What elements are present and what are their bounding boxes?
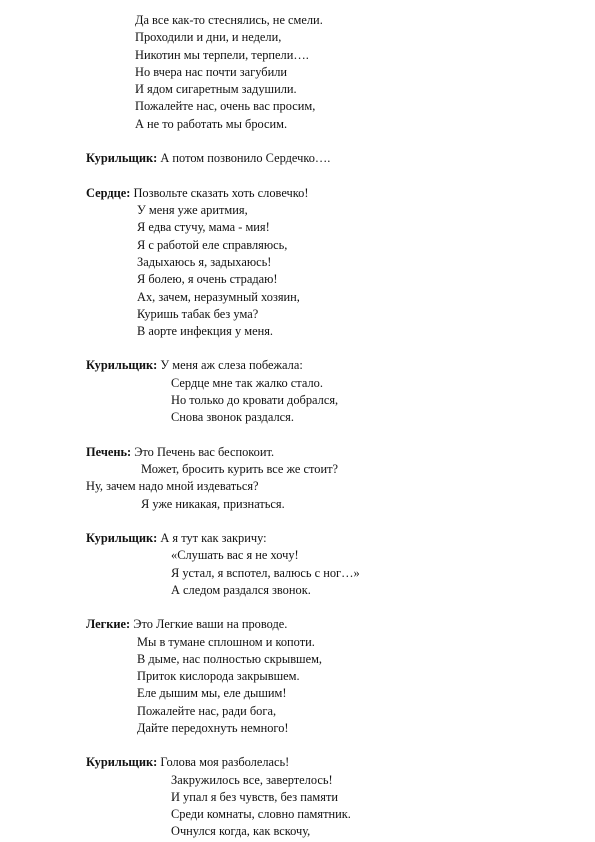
- text-line: [86, 478, 259, 494]
- text-line: [137, 202, 248, 218]
- text-line: [171, 582, 311, 598]
- line-text: И ядом сигаретным задушили.: [135, 82, 297, 96]
- line-text: Ну, зачем надо мной издеваться?: [86, 479, 259, 493]
- line-text: Проходили и дни, и недели,: [135, 30, 282, 44]
- line-text: Может, бросить курить все же стоит?: [141, 462, 339, 476]
- speaker-label: Курильщик:: [86, 531, 158, 545]
- speaker-label: Курильщик:: [86, 755, 158, 769]
- line-text: Мы в тумане сплошном и копоти.: [137, 635, 315, 649]
- line-text: Но только до кровати добрался,: [171, 393, 339, 407]
- text-line: [137, 237, 287, 253]
- text-line: [171, 375, 323, 391]
- text-line: [141, 461, 338, 477]
- text-line: [171, 789, 338, 805]
- line-text: Я устал, я вспотел, валюсь с ног…»: [171, 566, 360, 580]
- speaker-label: Легкие:: [86, 617, 131, 631]
- text-line: [137, 306, 258, 322]
- speaker-label: Печень:: [86, 445, 132, 459]
- line-text: У меня аж слеза побежала:: [157, 358, 303, 372]
- text-line: [137, 254, 271, 270]
- line-text: Пожалейте нас, очень вас просим,: [135, 99, 316, 113]
- line-text: Это Легкие ваши на проводе.: [130, 617, 288, 631]
- line-text: Куришь табак без ума?: [137, 307, 259, 321]
- text-line: [141, 496, 285, 512]
- line-text: А я тут как закричу:: [157, 531, 267, 545]
- text-line: [137, 668, 300, 684]
- text-line: [137, 703, 276, 719]
- text-line: [137, 685, 287, 701]
- text-line: [171, 806, 351, 822]
- text-line: [137, 219, 270, 235]
- text-line: [171, 565, 360, 581]
- text-line: [137, 271, 278, 287]
- text-line: [137, 651, 322, 667]
- line-text: У меня уже аритмия,: [137, 203, 248, 217]
- line-text: Никотин мы терпели, терпели….: [135, 48, 309, 62]
- text-line: [135, 47, 309, 63]
- line-text: Голова моя разболелась!: [157, 755, 290, 769]
- line-text: Пожалейте нас, ради бога,: [137, 704, 277, 718]
- speaker-label: Курильщик:: [86, 358, 158, 372]
- text-line: [135, 98, 315, 114]
- dialogue-line: [86, 754, 289, 770]
- line-text: И упал я без чувств, без памяти: [171, 790, 339, 804]
- line-text: А следом раздался звонок.: [171, 583, 311, 597]
- text-line: [137, 634, 315, 650]
- line-text: А не то работать мы бросим.: [135, 117, 288, 131]
- text-line: [135, 64, 287, 80]
- line-text: Приток кислорода закрывшем.: [137, 669, 300, 683]
- line-text: Я уже никакая, признаться.: [141, 497, 285, 511]
- line-text: Я с работой еле справляюсь,: [137, 238, 288, 252]
- text-line: [137, 289, 300, 305]
- line-text: Да все как-то стеснялись, не смели.: [135, 13, 323, 27]
- line-text: Позвольте сказать хоть словечко!: [130, 186, 309, 200]
- dialogue-line: [86, 444, 274, 460]
- text-line: [135, 12, 323, 28]
- line-text: Очнулся когда, как вскочу,: [171, 824, 311, 838]
- text-line: [137, 323, 273, 339]
- text-line: [171, 823, 310, 839]
- text-line: [137, 720, 289, 736]
- text-line: [171, 392, 338, 408]
- speaker-label: Сердце:: [86, 186, 131, 200]
- dialogue-line: [86, 150, 330, 166]
- line-text: Я едва стучу, мама - мия!: [137, 220, 270, 234]
- dialogue-line: [86, 530, 267, 546]
- line-text: Снова звонок раздался.: [171, 410, 294, 424]
- line-text: Сердце мне так жалко стало.: [171, 376, 323, 390]
- line-text: Но вчера нас почти загубили: [135, 65, 288, 79]
- line-text: Дайте передохнуть немного!: [137, 721, 289, 735]
- line-text: Это Печень вас беспокоит.: [131, 445, 275, 459]
- dialogue-line: [86, 616, 287, 632]
- text-line: [171, 409, 294, 425]
- line-text: В дыме, нас полностью скрывшем,: [137, 652, 323, 666]
- text-line: [135, 29, 281, 45]
- text-line: [135, 116, 287, 132]
- dialogue-line: [86, 185, 308, 201]
- line-text: А потом позвонило Сердечко….: [157, 151, 331, 165]
- line-text: Еле дышим мы, еле дышим!: [137, 686, 287, 700]
- text-line: [135, 81, 297, 97]
- dialogue-line: [86, 357, 303, 373]
- line-text: Я болею, я очень страдаю!: [137, 272, 278, 286]
- text-line: [171, 547, 299, 563]
- line-text: Закружилось все, завертелось!: [171, 773, 333, 787]
- line-text: Среди комнаты, словно памятник.: [171, 807, 351, 821]
- text-line: [171, 772, 333, 788]
- line-text: Ах, зачем, неразумный хозяин,: [137, 290, 300, 304]
- line-text: «Слушать вас я не хочу!: [171, 548, 299, 562]
- line-text: Задыхаюсь я, задыхаюсь!: [137, 255, 272, 269]
- line-text: В аорте инфекция у меня.: [137, 324, 274, 338]
- speaker-label: Курильщик:: [86, 151, 158, 165]
